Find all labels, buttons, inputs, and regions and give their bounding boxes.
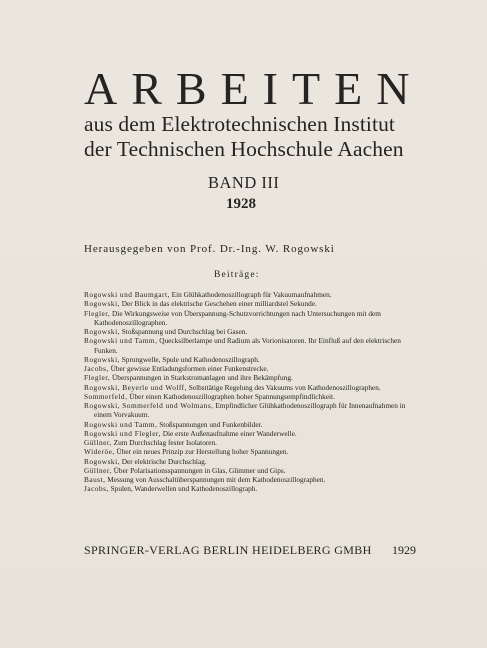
contribution-item [84,299,424,308]
contribution-title: Die Wirkungsweise von Überspannung-Schutzvorrichtungen nach Untersuchungen mit dem Kathodenoszillographen. [94,308,381,327]
contribution-item [84,447,424,456]
contribution-item [84,438,424,447]
contribution-authors: Rogowski, Sommerfeld und Wolmans, [84,401,214,410]
contribution-authors: Rogowski und Tamm, [84,336,158,346]
contribution-item [84,290,424,299]
contribution-authors: Rogowski und Baumgart, [84,290,170,299]
contribution-authors: Güllner, [84,438,112,447]
contribution-title: Die erste Außenaufnahme einer Wanderwelle. [162,428,297,438]
contribution-title: Messung von Ausschaltüberspannungen mit dem Kathodenoszillographen. [107,475,326,484]
contribution-item [84,327,424,336]
editor-line: Herausgegeben von Prof. Dr.-Ing. W. Rogowski [84,243,335,255]
contribution-item [84,355,424,364]
contribution-item [84,364,424,373]
contributions-list [84,290,424,494]
contributions-heading: Beiträge: [214,270,260,280]
contribution-title: Der Blick in das elektrische Geschehen einer milliardstel Sekunde. [121,299,317,309]
contribution-item [84,309,424,328]
contribution-authors: Sommerfeld, [84,391,128,401]
contribution-item [84,392,424,401]
contribution-title: Überspannungen in Starkstromanlagen und ihre Bekämpfung. [112,373,293,383]
contribution-item [84,475,424,484]
contribution-title: Quecksilberlampe und Radium als Vorionisatoren. Ihr Einfluß auf den elektrischen Funken. [94,336,401,355]
contribution-authors: Wideröe, [84,447,115,457]
contribution-item [84,383,424,392]
contribution-item [84,401,424,420]
contribution-item [84,373,424,382]
contribution-authors: Rogowski, Beyerle und Wolff, [84,382,187,392]
book-title: ARBEITEN [84,63,424,114]
contribution-title: Stoßspannungen und Funkenbilder. [159,419,263,429]
subtitle-line-1: aus dem Elektrotechnischen Institut [84,112,395,136]
contribution-item [84,420,424,429]
volume-label: BAND III [208,173,280,192]
contribution-item [84,457,424,466]
contribution-item [84,336,424,355]
contribution-title: Zum Durchschlag fester Isolatoren. [113,438,217,447]
contribution-authors: Rogowski, [84,299,120,309]
contribution-title: Ein Glühkathodenoszillograph für Vakuumaufnahmen. [171,290,332,299]
contribution-authors: Flegler, [84,308,111,318]
contribution-authors: Rogowski, [84,354,120,364]
contribution-item [84,429,424,438]
contribution-item [84,466,424,475]
contribution-title: Spulen, Wanderwellen und Kathodenoszillograph. [110,484,258,494]
contribution-authors: Jacobs, [84,364,109,373]
contribution-title: Stoßspannung und Durchschlag bei Gasen. [121,327,248,336]
contribution-authors: Rogowski und Flegler, [84,428,161,438]
contribution-title: Über gewisse Entladungsformen einer Funkenstrecke. [110,364,269,373]
contribution-title: Selbsttätige Regelung des Vakuums von Kathodenoszillographen. [188,382,381,392]
contribution-title: Über ein neues Prinzip zur Herstellung hoher Spannungen. [116,447,289,457]
contribution-authors: Rogowski, [84,456,120,466]
contribution-title: Empfindlicher Glühkathodenoszillograph für Innenaufnahmen in einem Vorvakuum. [94,401,406,420]
contribution-title: Der elektrische Durchschlag. [121,456,207,466]
contribution-title: Über Polarisationsspannungen in Glas, Glimmer und Gips. [113,465,286,475]
contribution-authors: Jacobs, [84,484,109,494]
contribution-authors: Baust, [84,475,106,484]
contribution-authors: Güllner, [84,465,112,475]
contribution-title: Über einen Kathodenoszillographen hoher Spannungsempfindlichkeit. [129,391,335,401]
publication-year: 1929 [392,543,416,557]
contribution-item [84,484,424,493]
contribution-authors: Rogowski, [84,327,120,336]
contribution-authors: Rogowski und Tamm, [84,419,158,429]
volume-year: 1928 [226,196,256,212]
contribution-title: Sprungwelle, Spule und Kathodenoszillograph. [121,354,260,364]
publisher-imprint: SPRINGER-VERLAG BERLIN HEIDELBERG GMBH [84,543,372,557]
contribution-authors: Flegler, [84,373,111,383]
subtitle-line-2: der Technischen Hochschule Aachen [84,137,404,161]
